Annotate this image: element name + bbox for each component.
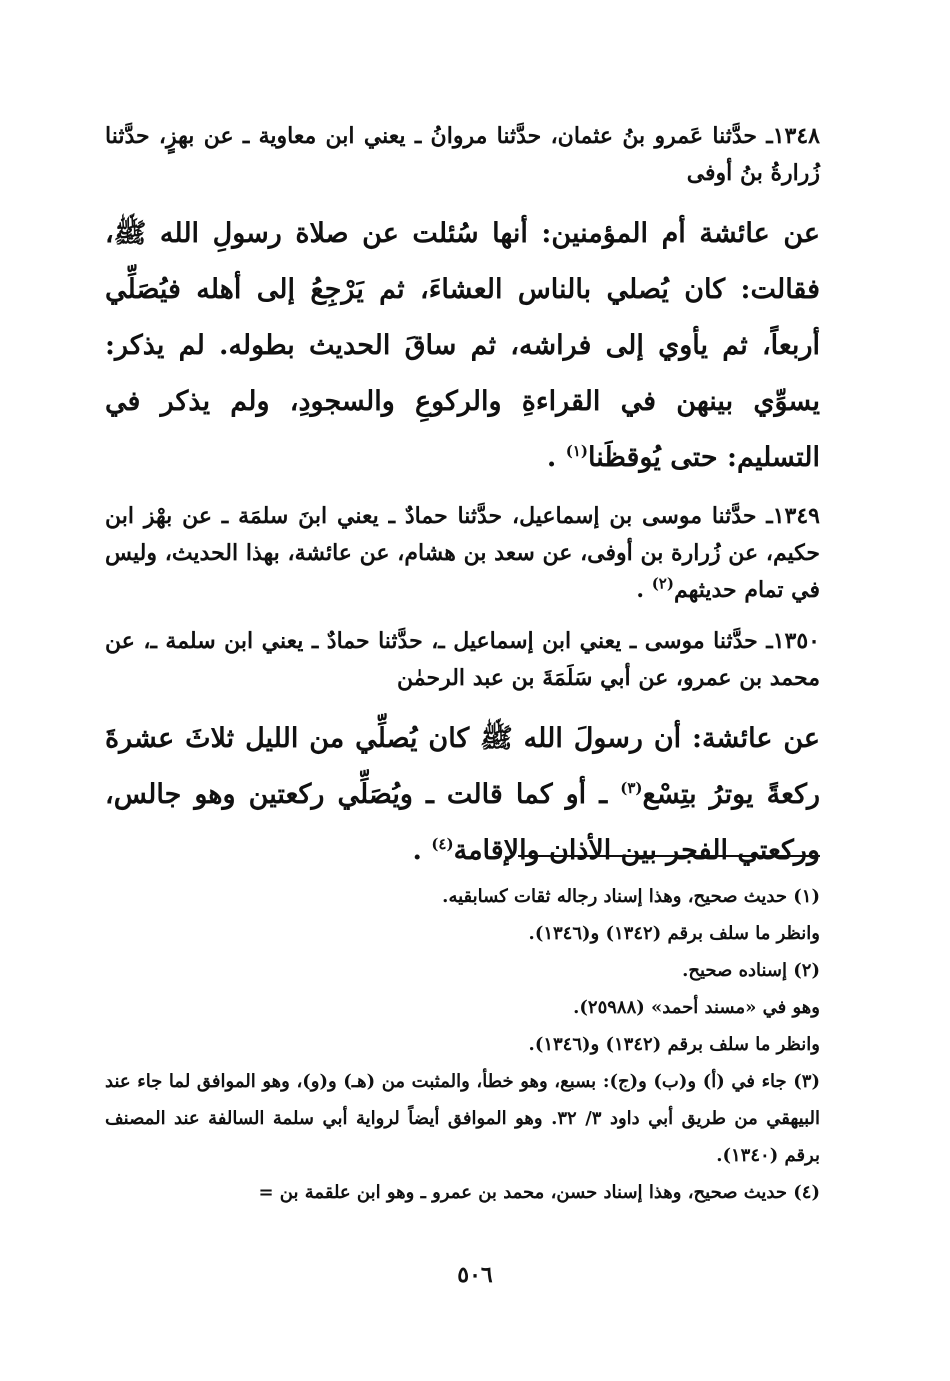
footnote-ref-4[interactable]: (٤) (431, 835, 454, 853)
hadith-1349-isnad: ١٣٤٩ـ حدَّثنا موسى بن إسماعيل، حدَّثنا حمادٌ ـ يعني ابنَ سلمَة ـ عن بهْز ابن حكيم، عن زُرارة بن أوفى، عن سعد بن هشام، عن عائشة، بهذا الحديث، وليس في تمام حديثهم$^{(٢)}$ . (105, 503, 820, 603)
footnotes (105, 878, 820, 1211)
footnote-ref-3[interactable]: (٣) (620, 779, 643, 797)
hadith-1350-isnad: ١٣٥٠ـ حدَّثنا موسى ـ يعني ابن إسماعيل ـ، حدَّثنا حمادٌ ـ يعني ابن سلمة ـ، عن محمد بن عمرو، عن أبي سَلَمَةَ بن عبد الرحمٰن (105, 628, 820, 691)
footnote-line: وانظر ما سلف برقم (١٣٤٢) و(١٣٤٦). (528, 1034, 820, 1055)
page-number: ٥٠٦ (457, 1262, 493, 1288)
hadith-1350-matn: عن عائشة: أن رسولَ الله ﷺ كان يُصلِّي من الليل ثلاثَ عشرةَ ركعةً يوترُ بتِسْع$^{(٣)}$ ـ أو كما قالت ـ ويُصَلِّي ركعتين وهو جالس، وركعتي الفجر بين الأذان والإقامة$^{(٤)}$ . (105, 723, 821, 866)
footnote-line: وهو في «مسند أحمد» (٢٥٩٨٨). (573, 997, 820, 1018)
hadith-1348-isnad: ١٣٤٨ـ حدَّثنا عَمرو بنُ عثمان، حدَّثنا مروانُ ـ يعني ابن معاوية ـ عن بهزٍ، حدَّثنا زُرارةُ بنُ أوفى (105, 123, 820, 186)
footnote-line: (١) حديث صحيح، وهذا إسناد رجاله ثقات كسابقيه. (442, 886, 820, 907)
hadith-1348-matn: عن عائشة أم المؤمنين: أنها سُئلت عن صلاة رسولِ الله ﷺ، فقالت: كان يُصلي بالناس العشاءَ، ثم يَرْجِعُ إلى أهله فيُصَلِّي أربعاً، ثم يأوي إلى فراشه، ثم ساقَ الحديث بطوله. لم يذكر: يسوِّي بينهن في القراءةِ والركوعِ والسجودِ، ولم يذكر في التسليم: حتى يُوقظَنا$^{(١)}$ . (105, 218, 821, 473)
footnote-divider (518, 855, 820, 857)
footnote-ref-1[interactable]: (١) (565, 442, 588, 460)
footnote-line: (٣) جاء في (أ) و(ب) و(ج): بسبع، وهو خطأ، والمثبت من (هـ) و(و)، وهو الموافق لما جاء عند البيهقي من طريق أبي داود ٣/ ٣٢. وهو الموافق أيضاً لرواية أبي سلمة السالفة عند المصنف برقم (١٣٤٠). (105, 1071, 820, 1166)
footnote-line: (٢) إسناده صحيح. (682, 960, 820, 981)
main-text (105, 118, 820, 891)
footnote-line: وانظر ما سلف برقم (١٣٤٢) و(١٣٤٦). (528, 923, 820, 944)
footnote-line: (٤) حديث صحيح، وهذا إسناد حسن، محمد بن عمرو ـ وهو ابن علقمة بن = (258, 1182, 820, 1203)
footnote-ref-2[interactable]: (٢) (651, 574, 674, 593)
